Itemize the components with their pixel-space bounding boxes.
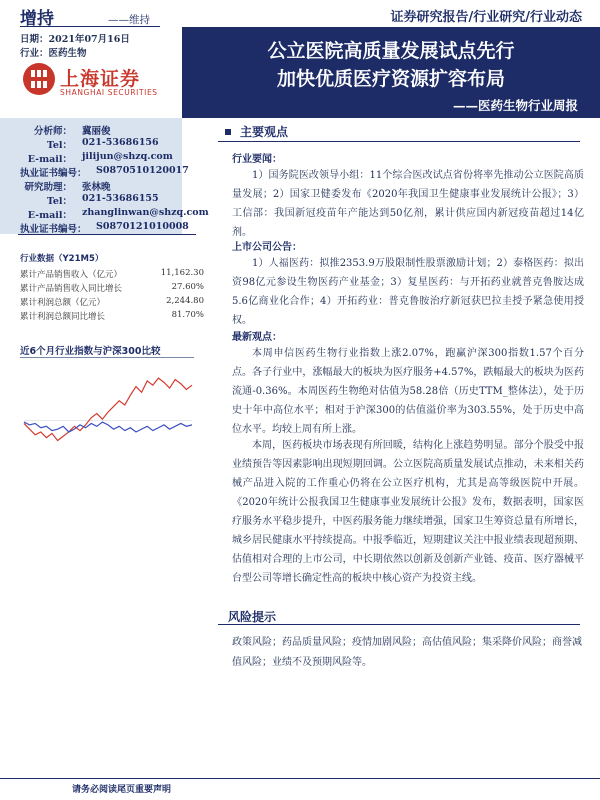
data-value: 27.60% [171,282,204,292]
report-subtitle: ——医药生物行业周报 [452,98,578,113]
industry-data-row [20,310,204,322]
analyst-label: 分析师： [33,126,72,137]
panel-divider [18,234,196,235]
logo-name-cn: 上海证券 [60,68,141,90]
assistant-tel: 021-53686155 [82,193,159,204]
chart-title: 近6个月行业指数与沪深300比较 [20,346,161,357]
analyst-cert-label: 执业证书编号： [20,168,87,179]
rating: 增持 [20,9,54,29]
analyst-email: jilijun@shzq.com [82,151,173,162]
data-label: 累计产品销售收入同比增长 [20,284,123,294]
logo-name-en: SHANGHAI SECURITIES [60,88,158,97]
section-bullet-icon [225,129,231,135]
assistant-cert: S0870121010008 [96,221,189,232]
assistant-email-label: E-mail： [27,210,72,221]
data-label: 累计产品销售收入（亿元） [20,270,123,280]
rating-sub: ——维持 [108,14,150,26]
rating-divider [20,26,160,27]
data-value: 11,162.30 [160,268,204,278]
industry-data-row [20,268,204,280]
index-comparison-chart [18,365,198,455]
analyst-name: 冀丽俊 [82,126,111,137]
analyst-panel [0,118,209,235]
data-value: 2,244.80 [166,296,204,306]
assistant-email: zhanglinwan@shzq.com [82,207,209,218]
chart-series-line-1 [24,378,192,440]
report-category: 证券研究报告/行业研究/行业动态 [390,10,582,25]
title-line-1: 公立医院高质量发展试点先行 [267,40,515,62]
report-date: 日期：2021年07月16日 [20,34,130,45]
assistant-label: 研究助理： [24,182,72,193]
data-value: 81.70% [171,310,204,320]
industry-data-title: 行业数据（Y21M5） [20,254,104,264]
company-logo [22,62,172,104]
industry-data-row [20,296,204,308]
section-title-risk: 风险提示 [228,610,277,624]
latest-view-paragraph-1: 本周申信医药生物行业指数上涨2.07%，跑赢沪深300指数1.57个百分点。各子行业中，涨幅最大的板块为医疗服务+4.57%，跌幅最大的板块为医药流通-0.36%。本周医药生物绝对估值为58.28倍（历史TTM_整体法），处于历史十年中高位水平；相对于沪深300的估值溢价率为303.55%，处于历史中高位水平。均较上周有所上涨。 [232,348,584,435]
industry-label: 行业：医药生物 [20,48,87,59]
logo-mark-icon [22,62,56,96]
title-line-2: 加快优质医疗资源扩容布局 [276,68,505,90]
section-rule [218,141,580,142]
latest-view-label: 最新观点： [232,332,282,343]
chart-divider [20,357,194,358]
company-news-text: 1）人福医药：拟推2353.9万股限制性股票激励计划；2）泰格医药：拟出资98亿元参设生物医药产业基金；3）复星医药：与开拓药业就普克鲁胺达成5.6亿商业化合作；4）开拓药业：普克鲁胺治疗新冠获巴拉圭授予紧急使用授权。 [232,258,584,326]
assistant-tel-label: Tel： [46,196,72,207]
industry-news-label: 行业要闻： [232,154,282,165]
title-band [182,30,600,118]
data-label: 累计利润总额（亿元） [20,298,106,308]
analyst-tel: 021-53686156 [82,137,159,148]
footer-rule [0,778,600,779]
chart-series-line-2 [24,422,192,432]
assistant-name: 张林晚 [82,182,111,193]
risk-rule [218,624,580,625]
risk-text: 政策风险；药品质量风险；疫情加剧风险；高估值风险；集采降价风险；商誉减值风险；业绩不及预期风险等。 [232,637,582,668]
footer-disclaimer: 请务必阅读尾页重要声明 [72,785,172,795]
data-label: 累计利润总额同比增长 [20,312,106,322]
assistant-cert-label: 执业证书编号： [20,224,87,235]
latest-view-paragraph-2: 本周，医药板块市场表现有所回暖，结构化上涨趋势明显。部分个股受中报业绩预告等因素影响出现短期回调。公立医院高质量发展试点推动，未来相关药械产品进入院的工作重心仍将在公立医疗机构，尤其是高等级医院中开展。《2020年统计公报我国卫生健康事业发展统计公报》发布，数据表明，国家医疗服务水平稳步提升，中医药服务能力继续增强，国家卫生筹资总量有所增长，城乡居民健康水平持续提高。中报季临近，短期建议关注中报业绩表现超预期、估值相对合理的上市公司，中长期依然以创新及创新产业链、疫苗、医疗器械平台型公司等增长确定性高的板块中核心资产为投资主线。 [232,440,584,584]
analyst-email-label: E-mail： [27,154,72,165]
section-title-main: 主要观点 [240,125,289,139]
industry-data-row [20,282,204,294]
report-category-bar [182,0,600,30]
company-news-label: 上市公司公告： [232,242,302,253]
analyst-cert: S0870510120017 [96,165,189,176]
industry-news-text: 1）国务院医改领导小组：11个综合医改试点省份将率先推动公立医院高质量发展；2）国家卫健委发布《2020年我国卫生健康事业发展统计公报》；3）工信部：我国新冠疫苗年产能达到50亿剂，累计供应国内新冠疫苗超过14亿剂。 [232,170,584,238]
analyst-tel-label: Tel： [46,140,72,151]
